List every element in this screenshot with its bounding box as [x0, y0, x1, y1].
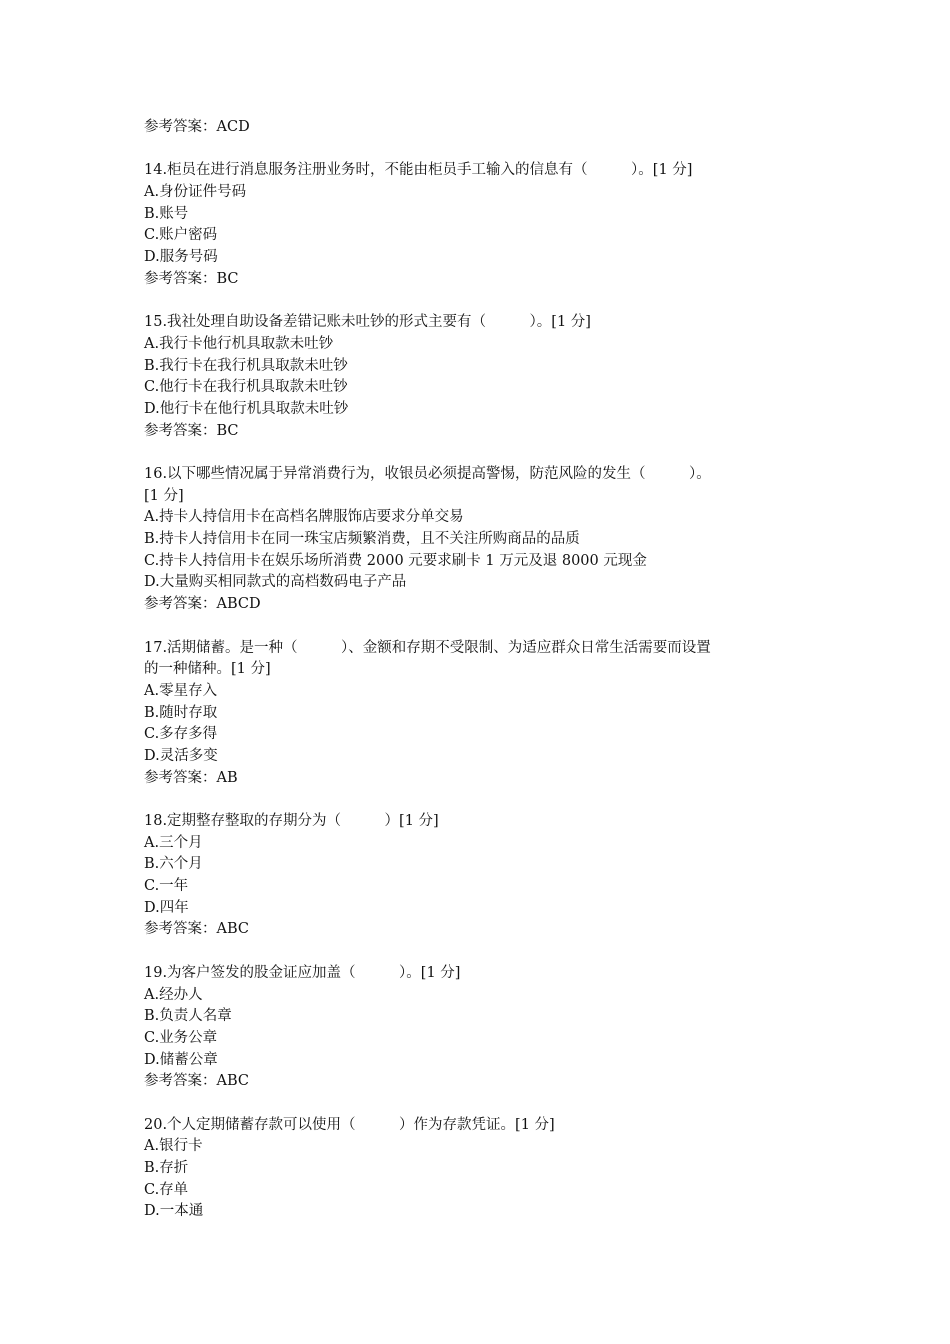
option-c: C.多存多得	[144, 726, 218, 743]
option-c: C.业务公章	[144, 1029, 218, 1046]
question-18	[144, 811, 812, 941]
answer-line: 参考答案：ACD	[144, 119, 250, 135]
option-b: B.账号	[144, 205, 189, 222]
question-16	[144, 464, 812, 616]
option-b: B.持卡人持信用卡在同一珠宝店频繁消费，且不关注所购商品的品质	[144, 531, 580, 548]
question-stem-line-1: 16.以下哪些情况属于异常消费行为，收银员必须提高警惕，防范风险的发生（ ）。	[144, 466, 711, 482]
option-c: C.持卡人持信用卡在娱乐场所消费 2000 元要求刷卡 1 万元及退 8000 元现金	[144, 552, 647, 569]
option-d: D.服务号码	[144, 249, 218, 266]
answer-line: 参考答案：ABC	[144, 1073, 249, 1090]
option-a: A.持卡人持信用卡在高档名牌服饰店要求分单交易	[144, 509, 464, 526]
answer-line: 参考答案：ABC	[144, 921, 249, 938]
question-stem-line-2: 的一种储种。[1 分]	[144, 661, 271, 678]
option-b: B.存折	[144, 1160, 189, 1176]
option-c: C.他行卡在我行机具取款未吐钞	[144, 379, 348, 396]
document-page	[144, 117, 812, 1223]
option-c: C.一年	[144, 878, 189, 895]
option-d: D.储蓄公章	[144, 1051, 218, 1068]
answer-line: 参考答案：ABCD	[144, 596, 261, 613]
option-b: B.负责人名章	[144, 1008, 232, 1025]
option-d: D.一本通	[144, 1203, 204, 1220]
option-a: A.身份证件号码	[144, 184, 247, 201]
option-a: A.经办人	[144, 986, 203, 1003]
question-stem: 20.个人定期储蓄存款可以使用（ ）作为存款凭证。[1 分]	[144, 1116, 555, 1133]
option-b: B.我行卡在我行机具取款未吐钞	[144, 357, 348, 374]
answer-line: 参考答案：AB	[144, 769, 238, 786]
option-d: D.灵活多变	[144, 747, 218, 764]
question-19	[144, 963, 812, 1093]
option-d: D.四年	[144, 899, 189, 916]
question-stem: 15.我社处理自助设备差错记账未吐钞的形式主要有（ ）。[1 分]	[144, 314, 591, 331]
question-stem: 19.为客户签发的股金证应加盖（ ）。[1 分]	[144, 964, 461, 981]
answer-line: 参考答案：BC	[144, 270, 239, 287]
question-stem-line-2: [1 分]	[144, 487, 184, 504]
question-stem: 18.定期整存整取的存期分为（ ）[1 分]	[144, 813, 439, 829]
question-14	[144, 160, 812, 290]
option-d: D.他行卡在他行机具取款未吐钞	[144, 400, 349, 417]
question-15	[144, 312, 812, 442]
question-stem-line-1: 17.活期储蓄。是一种（ ）、金额和存期不受限制、为适应群众日常生活需要而设置	[144, 639, 711, 656]
option-a: A.零星存入	[144, 682, 218, 699]
option-a: A.三个月	[144, 834, 203, 851]
answer-line: 参考答案：BC	[144, 422, 239, 439]
question-17	[144, 638, 812, 790]
option-b: B.随时存取	[144, 704, 218, 721]
option-d: D.大量购买相同款式的高档数码电子产品	[144, 574, 407, 591]
question-20	[144, 1115, 812, 1223]
option-c: C.账户密码	[144, 227, 218, 244]
option-c: C.存单	[144, 1181, 189, 1198]
option-a: A.我行卡他行机具取款未吐钞	[144, 335, 334, 352]
option-b: B.六个月	[144, 856, 203, 873]
question-stem: 14.柜员在进行消息服务注册业务时，不能由柜员手工输入的信息有（ ）。[1 分]	[144, 162, 693, 179]
option-a: A.银行卡	[144, 1138, 203, 1155]
